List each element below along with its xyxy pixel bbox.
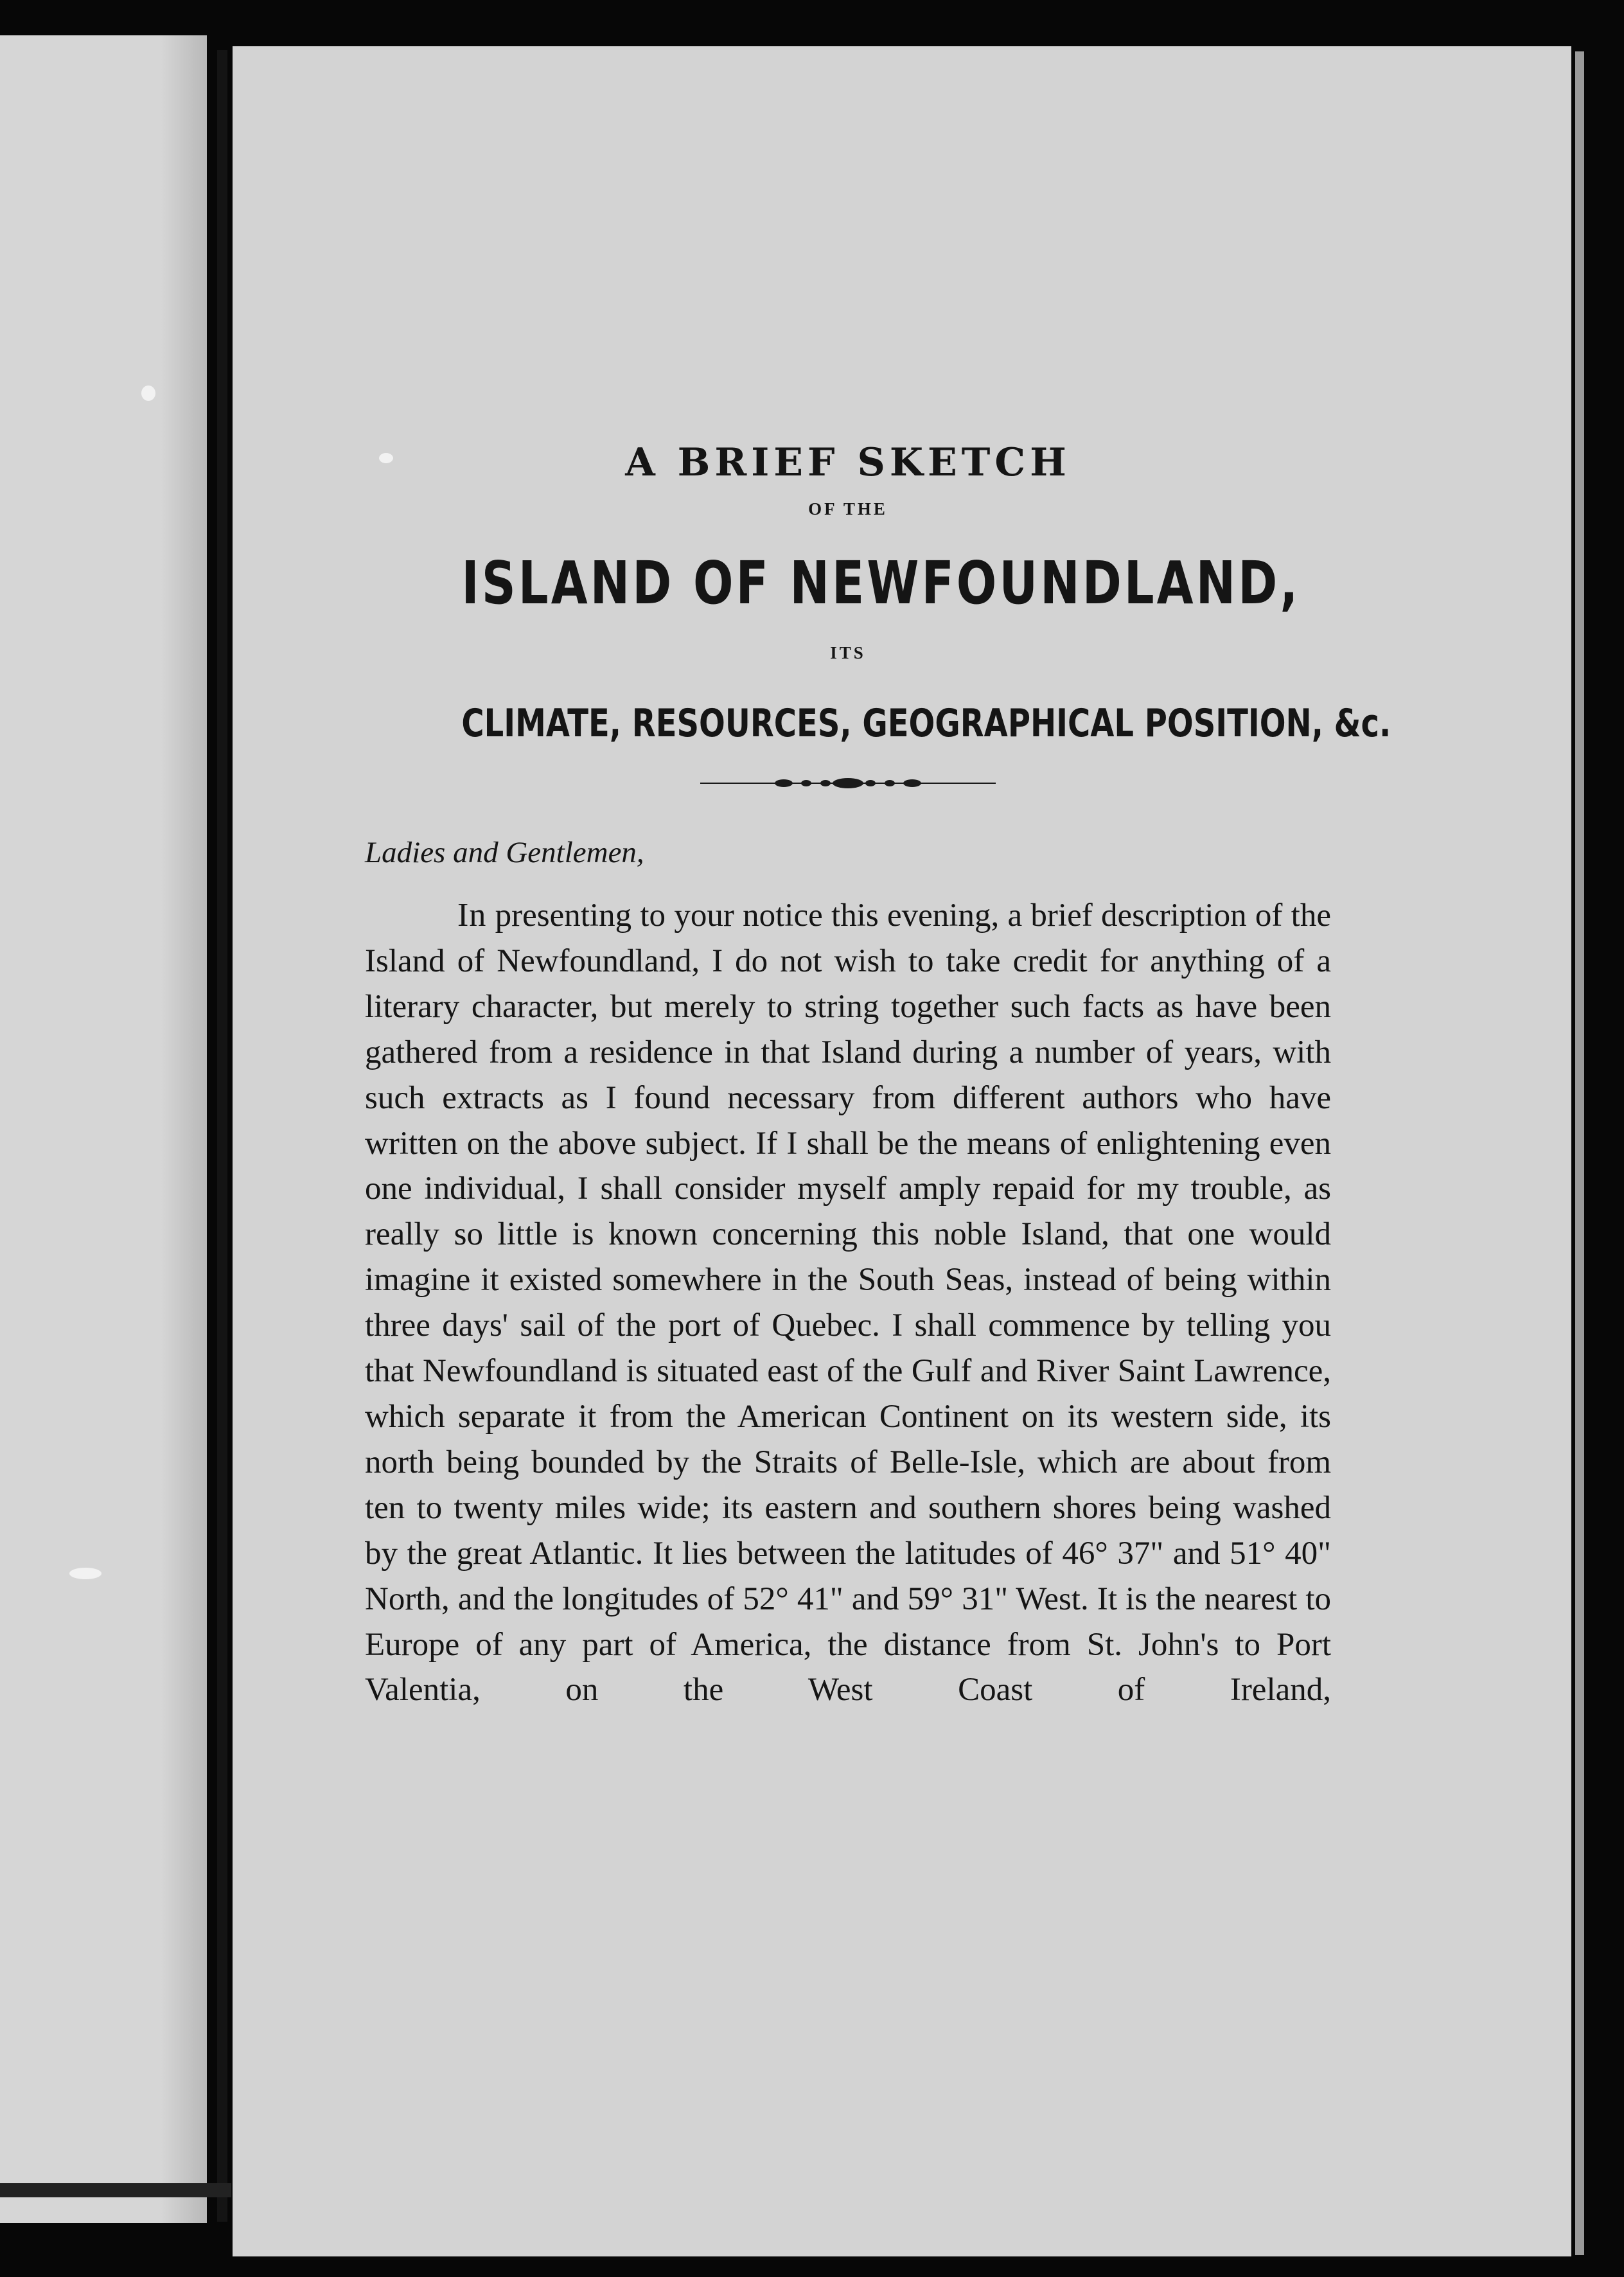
body-paragraph	[365, 893, 1331, 1713]
first-word-cap: In	[457, 897, 487, 934]
subtitle: CLIMATE, RESOURCES, GEOGRAPHICAL POSITION, &c.	[461, 701, 1391, 746]
binding-gutter	[217, 50, 227, 2222]
page-content	[365, 437, 1391, 1713]
binding-edge	[0, 2183, 231, 2197]
facing-page-left	[0, 35, 207, 2223]
scan-speck	[141, 385, 155, 401]
page-shadow	[161, 35, 207, 2223]
salutation: Ladies and Gentlemen,	[365, 836, 644, 869]
decorative-title: A BRIEF SKETCH	[625, 440, 1071, 485]
scan-speck	[69, 1568, 102, 1579]
ornamental-rule-icon	[700, 774, 996, 793]
body-text: presenting to your notice this evening, a brief description of the Island of Newfoundland, I do not wish to take credit for anything of a literary character, but merely to string together such facts as have been gathered from a residence in that Island during a number of years, with such extracts as I found necessary from different authors who have written on the above subject. If I shall be the means of enlightening even one individual, I shall consider myself amply repaid for my trouble, as really so little is known concerning this noble Island, that one would imagine it existed somewhere in the South Seas, instead of being within three days' sail of the port of Quebec. I shall commence by telling you that Newfoundland is situated east of the Gulf and River Saint Lawrence, which separate it from the American Continent on its western side, its north being bounded by the Straits of Belle-Isle, which are about from ten to twenty miles wide; its eastern and southern shores being washed by the great Atlantic. It lies between the latitudes of 46° 37" and 51° 40" North, and the longitudes of 52° 41" and 59° 31" West. It is the nearest to Europe of any part of America, the distance from St. John's to Port Valentia, on the West Coast of Ireland,	[365, 898, 1331, 1708]
of-the-label: OF THE	[808, 499, 888, 518]
page-edge	[1575, 51, 1584, 2255]
main-title: ISLAND OF NEWFOUNDLAND,	[461, 549, 1301, 617]
its-label: ITS	[830, 643, 866, 662]
